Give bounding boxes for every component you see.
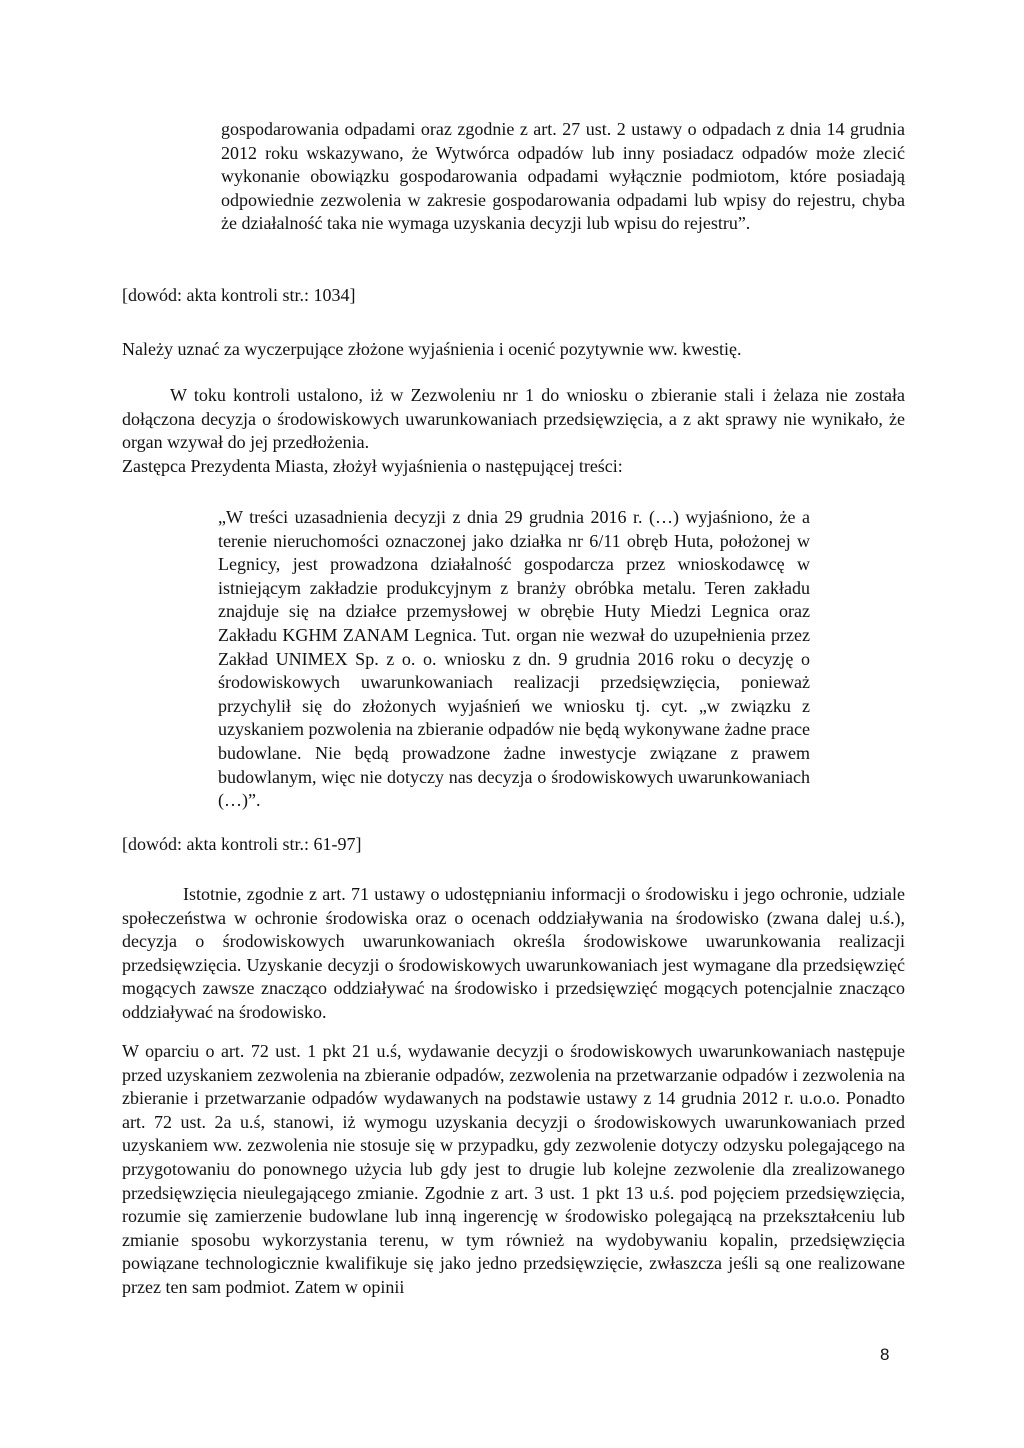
- legal-analysis-paragraph: Istotnie, zgodnie z art. 71 ustawy o udostępnianiu informacji o środowisku i jego ochronie, udziale społeczeństwa w ochronie środowiska oraz o ocenach oddziaływania na środowisko (zwana dalej u.ś.), decyzja o środowiskowych uwarunkowaniach określa środowiskowe uwarunkowania realizacji przedsięwzięcia. Uzyskanie decyzji o środowiskowych uwarunkowaniach jest wymagane dla przedsięwzięć mogących zawsze znacząco oddziaływać na środowisko i przedsięwzięć mogących potencjalnie znacząco oddziaływać na środowisko.: [122, 884, 905, 1022]
- page-number: 8: [880, 1345, 890, 1364]
- legal-basis-paragraph: W oparciu o art. 72 ust. 1 pkt 21 u.ś, wydawanie decyzji o środowiskowych uwarunkowaniach następuje przed uzyskaniem zezwolenia na zbieranie odpadów, zezwolenia na przetwarzanie odpadów i zezwolenia na zbieranie i przetwarzanie odpadów wydawanych na podstawie ustawy z 14 grudnia 2012 r. u.o.o. Ponadto art. 72 ust. 2a u.ś, stanowi, iż wymogu uzyskania decyzji o środowiskowych uwarunkowaniach przed uzyskaniem ww. zezwolenia nie stosuje się w przypadku, gdy zezwolenie dotyczy odzysku polegającego na przygotowaniu do ponownego użycia lub gdy jest to drugie lub kolejne zezwolenie dla zrealizowanego przedsięwzięcia nieulegającego zmianie. Zgodnie z art. 3 ust. 1 pkt 13 u.ś. pod pojęciem przedsięwzięcia, rozumie się zamierzenie budowlane lub inną ingerencję w środowisko polegającą na przekształceniu lub zmianie sposobu wykorzystania terenu, w tym również na wydobywaniu kopalin, przedsięwzięcia powiązane technologicznie kwalifikuje się jako jedno przedsięwzięcie, zwłaszcza jeśli są one realizowane przez ten sam podmiot. Zatem w opinii: [122, 1041, 905, 1297]
- findings-paragraph: [122, 384, 905, 478]
- quoted-explanation: „W treści uzasadnienia decyzji z dnia 29 grudnia 2016 r. (…) wyjaśniono, że a terenie nieruchomości oznaczonej jako działka nr 6/11 obręb Huta, położonej w Legnicy, jest prowadzona działalność gospodarcza przez wnioskodawcę w istniejącym zakładzie produkcyjnym z branży obróbka metalu. Teren zakładu znajduje się na działce przemysłowej w obrębie Huty Miedzi Legnica oraz Zakładu KGHM ZANAM Legnica. Tut. organ nie wezwał do uzupełnienia przez Zakład UNIMEX Sp. z o. o. wniosku z dn. 9 grudnia 2016 roku o decyzję o środowiskowych uwarunkowaniach realizacji przedsięwzięcia, ponieważ przychylił się do złożonych wyjaśnień we wniosku tj. cyt. „w związku z uzyskaniem pozwolenia na zbieranie odpadów nie będą wykonywane żadne prace budowlane. Nie będą prowadzone żadne inwestycje związane z prawem budowlanym, więc nie dotyczy nas decyzja o środowiskowych uwarunkowaniach (…)”.: [218, 507, 810, 811]
- findings-text: W toku kontroli ustalono, iż w Zezwoleniu nr 1 do wniosku o zbieranie stali i żelaza nie została dołączona decyzja o środowiskowych uwarunkowaniach przedsięwzięcia, a z akt sprawy nie wynikało, że organ wzywał do jej przedłożenia.: [122, 385, 905, 453]
- assessment-paragraph: Należy uznać za wyczerpujące złożone wyjaśnienia i ocenić pozytywnie ww. kwestię.: [122, 339, 742, 359]
- evidence-reference-2: [dowód: akta kontroli str.: 61-97]: [122, 834, 362, 854]
- evidence-reference: [dowód: akta kontroli str.: 1034]: [122, 285, 356, 305]
- quote-continuation: gospodarowania odpadami oraz zgodnie z art. 27 ust. 2 ustawy o odpadach z dnia 14 grudnia 2012 roku wskazywano, że Wytwórca odpadów lub inny posiadacz odpadów może zlecić wykonanie obowiązku gospodarowania odpadami wyłącznie podmiotom, które posiadają odpowiednie zezwolenia w zakresie gospodarowania odpadami lub wpisy do rejestru, chyba że działalność taka nie wymaga uzyskania decyzji lub wpisu do rejestru”.: [221, 119, 905, 234]
- explanation-intro: Zastępca Prezydenta Miasta, złożył wyjaśnienia o następującej treści:: [122, 455, 623, 476]
